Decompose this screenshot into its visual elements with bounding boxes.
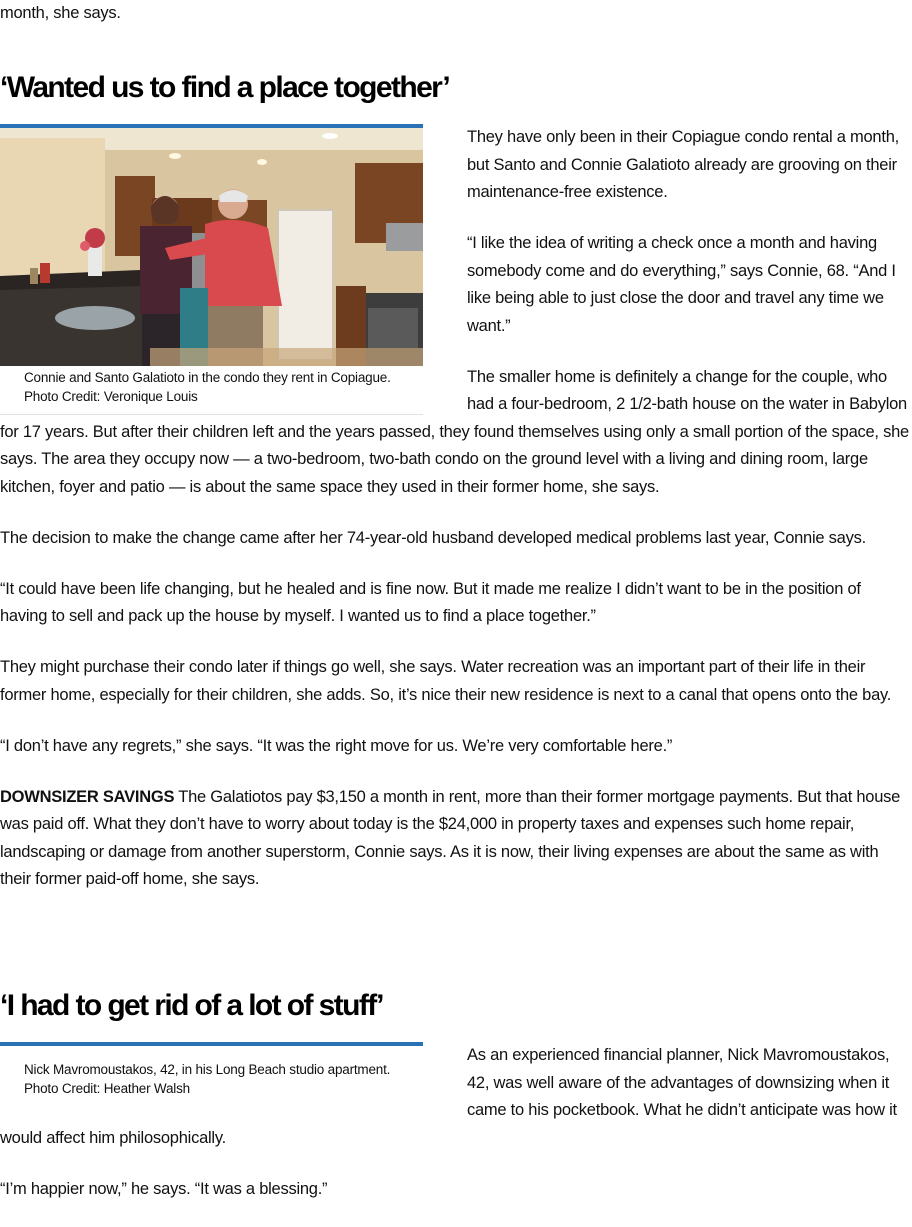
savings-text: The Galatiotos pay $3,150 a month in rent, more than their former mortgage payments. But that house was paid off. What they don’t have to worry about today is the $24,000 in property taxes and expenses such home repair, landscaping or damage from another superstorm, Connie says. As it is now, their living expenses are about the same as with their former paid-off home, she says. [0, 787, 901, 888]
kitchen-photo[interactable] [0, 128, 423, 366]
photo-credit: Photo Credit: Heather Walsh [24, 1081, 190, 1096]
body-paragraph: “I like the idea of writing a check once a month and having somebody come and do everything,” says Connie, 68. “And I like being able to just close the door and travel any time we want.” [467, 234, 896, 335]
body-paragraph: “I’m happier now,” he says. “It was a blessing.” [0, 1179, 328, 1198]
body-paragraph: They have only been in their Copiague condo rental a month, but Santo and Connie Galatioto already are grooving on their maintenance-free existence. [467, 128, 899, 201]
photo-figure-galatioto [0, 124, 423, 415]
caption-text: Connie and Santo Galatioto in the condo they rent in Copiague. [24, 370, 391, 385]
body-paragraph: They might purchase their condo later if things go well, she says. Water recreation was an important part of their life in their former home, especially for their children, she adds. So, it’s nice their new residence is next to a canal that opens onto the bay. [0, 658, 892, 704]
photo-figure-mavromoustakos [0, 1042, 423, 1106]
downsizer-savings-paragraph [0, 784, 912, 894]
figure-divider [0, 414, 423, 415]
photo-caption-galatioto [0, 366, 423, 414]
lead-paragraph-end: month, she says. [0, 4, 121, 22]
body-paragraph: “I don’t have any regrets,” she says. “It was the right move for us. We’re very comfortable here.” [0, 736, 673, 755]
body-paragraph: As an experienced financial planner, Nick Mavromoustakos, 42, was well aware of the advantages of downsizing when it came to his pocketbook. What he didn’t anticipate was how it would affect him philosophically. [0, 1046, 897, 1147]
section-heading-galatioto: ‘Wanted us to find a place together’ [0, 71, 450, 104]
caption-text: Nick Mavromoustakos, 42, in his Long Beach studio apartment. [24, 1062, 391, 1077]
body-paragraph: “It could have been life changing, but he healed and is fine now. But it made me realize I didn’t want to be in the position of having to sell and pack up the house by myself. I wanted us to find a place together.” [0, 579, 861, 625]
body-paragraph: The smaller home is definitely a change for the couple, who had a four-bedroom, 2 1/2-bath house on the water in Babylon for 17 years. But after their children left and the years passed, they found themselves using only a small portion of the space, she says. The area they occupy now — a two-bedroom, two-bath condo on the ground level with a living and dining room, large kitchen, foyer and patio — is about the same space they used in their former home, she says. [0, 367, 909, 496]
section-heading-mavromoustakos: ‘I had to get rid of a lot of stuff’ [0, 989, 383, 1022]
photo-caption-mavromoustakos [0, 1046, 423, 1106]
section-mavromoustakos [0, 1042, 912, 1227]
savings-label: DOWNSIZER SAVINGS [0, 787, 175, 806]
body-paragraph: The decision to make the change came after her 74-year-old husband developed medical problems last year, Connie says. [0, 528, 866, 547]
photo-credit: Photo Credit: Veronique Louis [24, 389, 198, 404]
section-galatioto [0, 124, 912, 917]
